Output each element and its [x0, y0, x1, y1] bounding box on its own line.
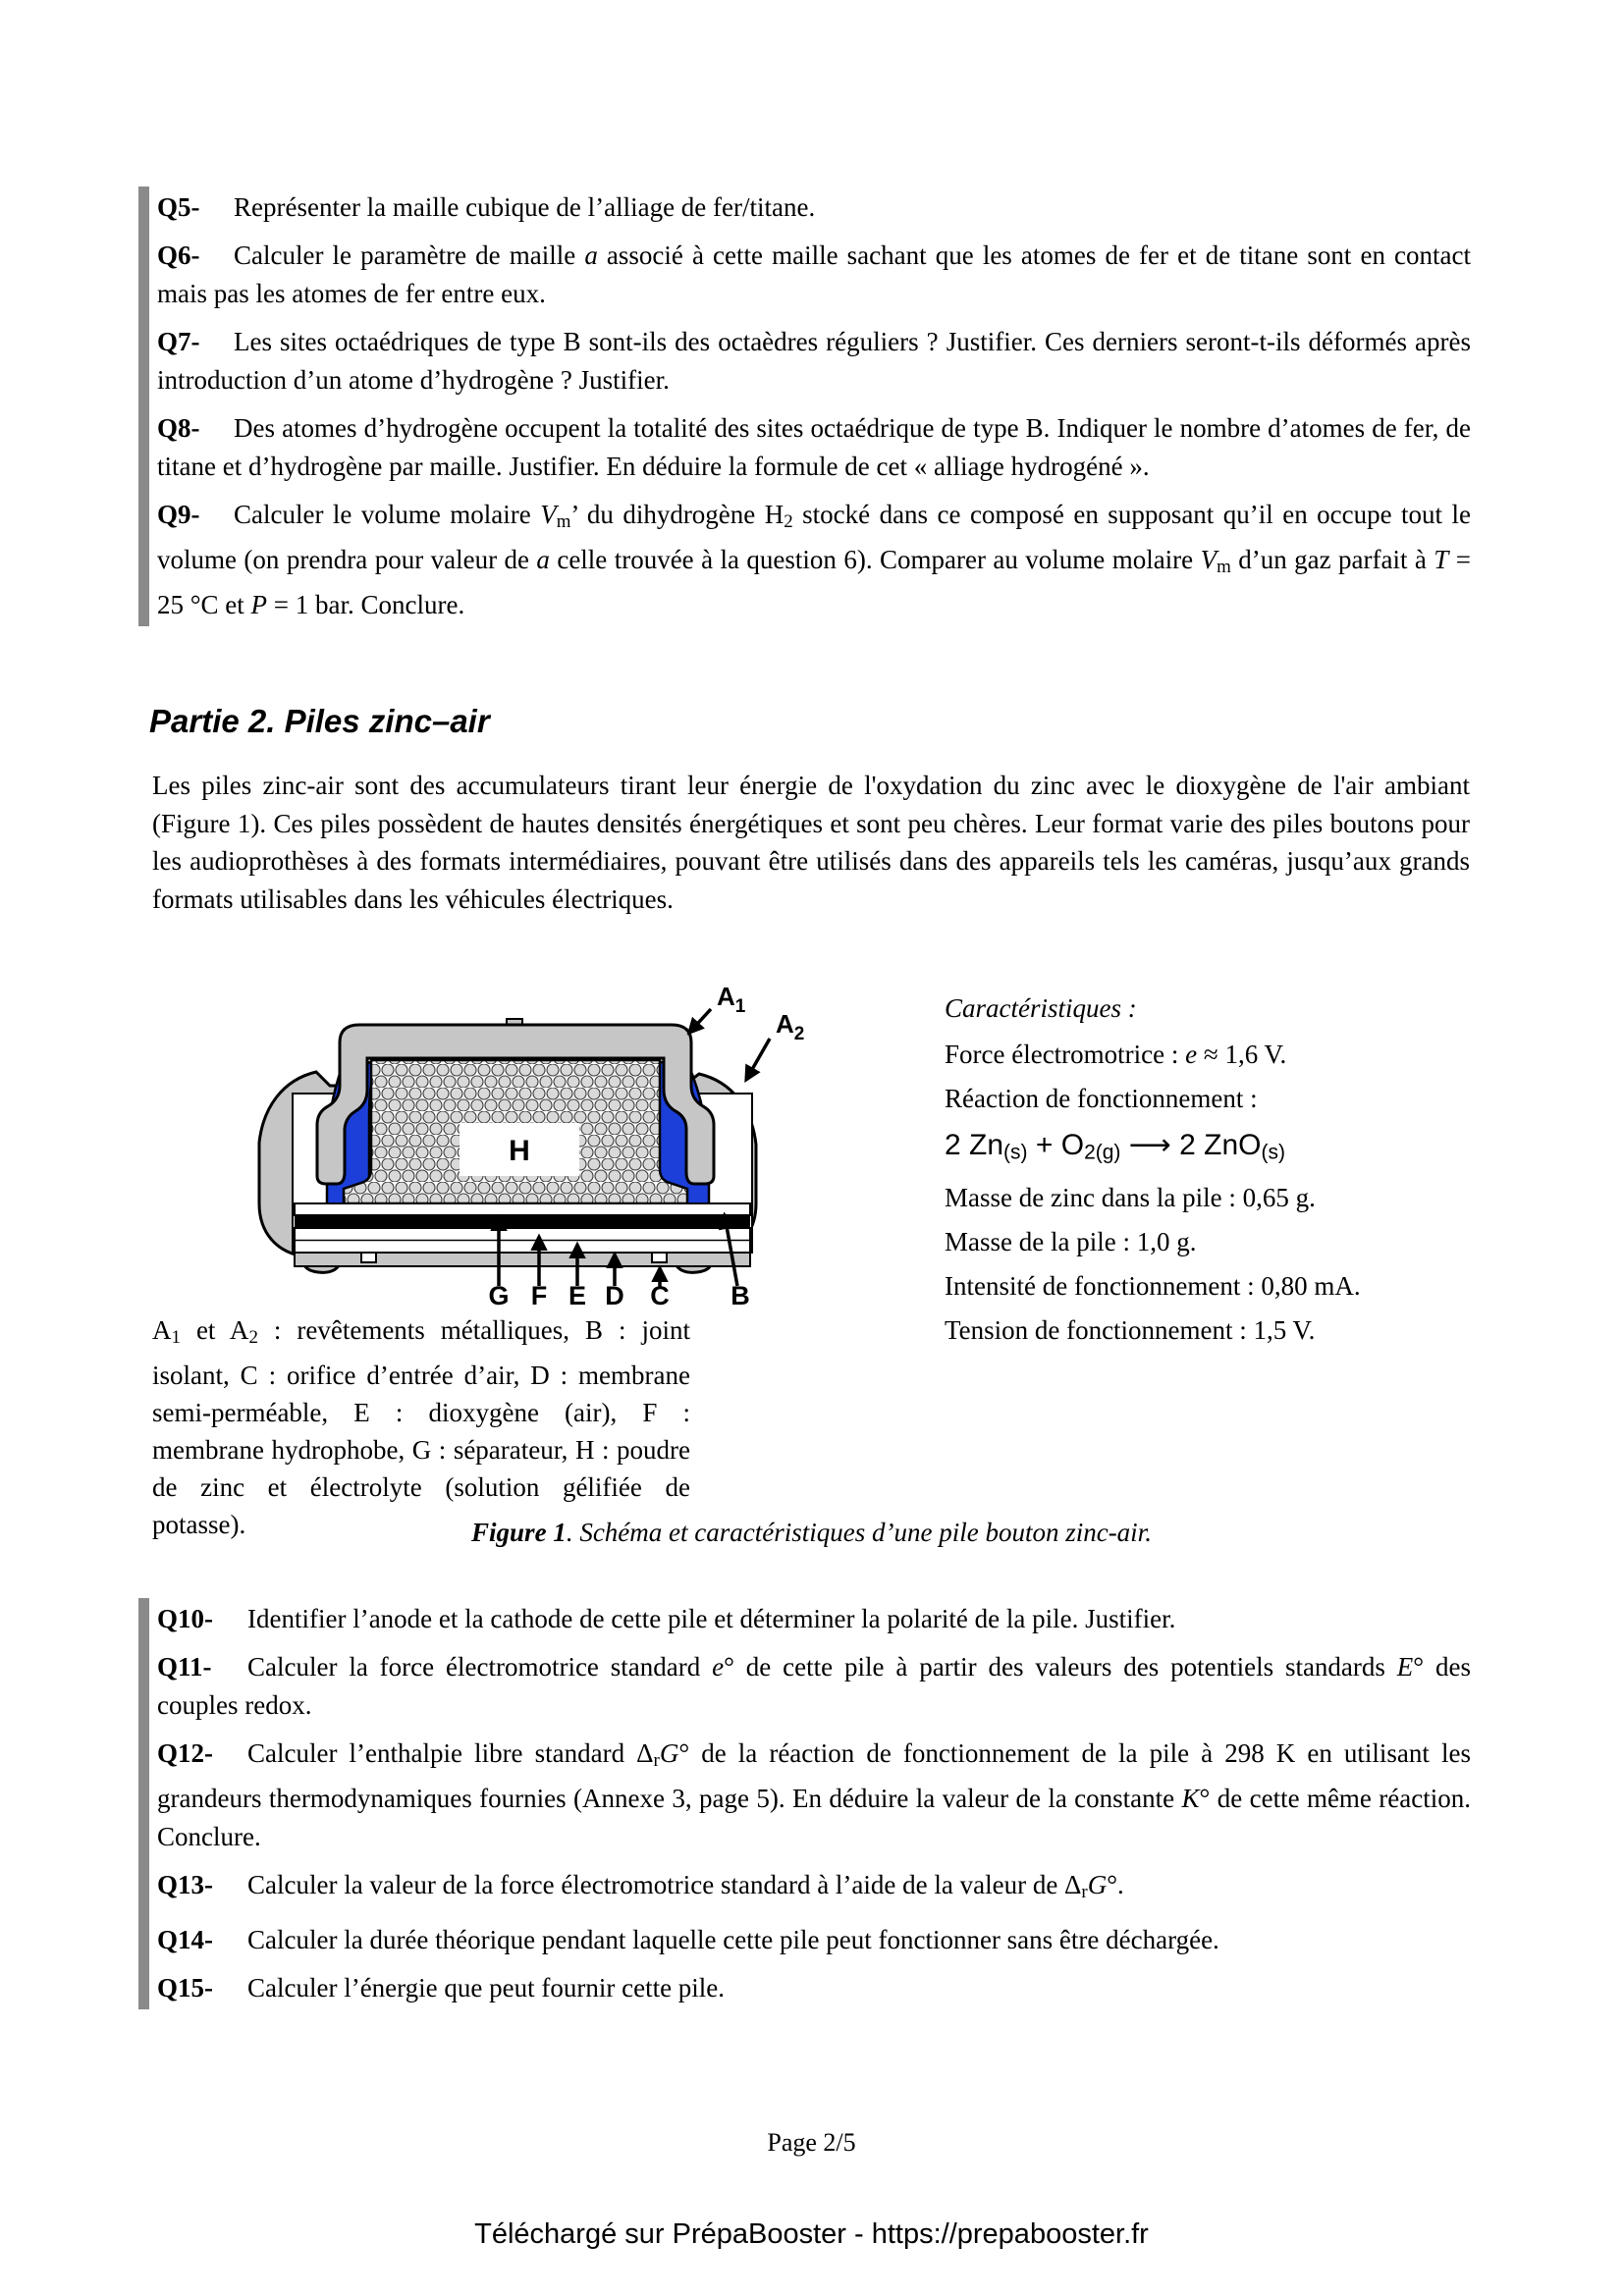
question-text: Calculer le volume molaire Vm’ du dihydrogène H2 stocké dans ce composé en supposant qu’il en occupe tout le volume (on prendra pour valeur de a celle trouvée à la question 6). Comparer au volume molaire Vm d’un gaz parfait à T = 25 °C et P = 1 bar. Conclure.	[157, 500, 1471, 620]
question-number: Q8-	[157, 413, 200, 443]
battery-diagram	[147, 970, 815, 1311]
voltage-line: Tension de fonctionnement : 1,5 V.	[945, 1314, 1316, 1345]
label-f: F	[530, 1281, 548, 1310]
question-number: Q10-	[157, 1604, 213, 1633]
question-number: Q7-	[157, 327, 200, 356]
label-d: D	[605, 1281, 624, 1310]
intro-paragraph: Les piles zinc-air sont des accumulateurs tirant leur énergie de l'oxydation du zinc avec le dioxygène de l'air ambiant (Figure 1). Ces piles possèdent de hautes densités énergétiques et sont peu chères. Leur format varie des piles boutons pour les audioprothèses à des formats intermédiaires, pouvant être utilisés dans des appareils tels les caméras, jusqu’aux grands formats utilisables dans les véhicules électriques.	[152, 771, 1470, 914]
question-text: Calculer la durée théorique pendant laquelle cette pile peut fonctionner sans être déchargée.	[247, 1925, 1219, 1955]
question-q9	[157, 496, 1471, 624]
characteristics-title: Caractéristiques :	[945, 993, 1137, 1023]
section-heading: Partie 2. Piles zinc–air	[149, 703, 490, 739]
question-text: Calculer l’enthalpie libre standard ΔrG° de la réaction de fonctionnement de la pile à 298 K en utilisant les grandeurs thermodynamiques fournies (Annexe 3, page 5). En déduire la valeur de la constante K° de cette même réaction. Conclure.	[157, 1738, 1471, 1852]
separator-gap	[295, 1203, 750, 1215]
question-block-2	[138, 1598, 1471, 2009]
question-text: Calculer la force électromotrice standard e° de cette pile à partir des valeurs des potentiels standards E° des couples redox.	[157, 1652, 1471, 1720]
question-number: Q11-	[157, 1652, 212, 1682]
question-text: Calculer l’énergie que peut fournir cette pile.	[247, 1973, 726, 2003]
question-number: Q13-	[157, 1870, 213, 1900]
cell-mass-line: Masse de la pile : 1,0 g.	[945, 1226, 1197, 1256]
figure-legend: A1 et A2 : revêtements métalliques, B : joint isolant, C : orifice d’entrée d’air, D : membrane semi-perméable, E : dioxygène (air), F : membrane hydrophobe, G : séparateur, H : poudre de zinc et électrolyte (solution gélifiée de potasse).	[152, 1315, 691, 1540]
label-e: E	[568, 1281, 587, 1310]
label-b: B	[730, 1281, 750, 1310]
question-number: Q5-	[157, 192, 200, 222]
air-hole-left	[361, 1253, 376, 1262]
question-text: Calculer le paramètre de maille a associé à cette maille sachant que les atomes de fer et de titane sont en contact mais pas les atomes de fer entre eux.	[157, 240, 1471, 308]
characteristics-panel	[945, 993, 1475, 1360]
question-text: Identifier l’anode et la cathode de cette pile et déterminer la polarité de la pile. Justifier.	[247, 1604, 1176, 1633]
question-number: Q6-	[157, 240, 200, 270]
question-q11	[157, 1648, 1471, 1725]
question-text: Les sites octaédriques de type B sont-ils des octaèdres réguliers ? Justifier. Ces derniers seront-t-ils déformés après introduction d’un atome d’hydrogène ? Justifier.	[157, 327, 1471, 395]
question-q15	[157, 1969, 1471, 2007]
question-q14	[157, 1921, 1471, 1959]
zinc-air-cell-figure	[147, 970, 815, 1311]
question-number: Q14-	[157, 1925, 213, 1955]
question-q8	[157, 409, 1471, 486]
question-q12	[157, 1735, 1471, 1856]
zinc-mass-line: Masse de zinc dans la pile : 0,65 g.	[945, 1182, 1316, 1212]
question-text: Représenter la maille cubique de l’alliage de fer/titane.	[234, 192, 816, 222]
label-a1: $A_1$	[717, 982, 746, 1017]
question-number: Q15-	[157, 1973, 213, 2003]
figure-caption: Figure 1. Schéma et caractéristiques d’une pile bouton zinc-air.	[471, 1518, 1152, 1547]
question-q10	[157, 1600, 1471, 1638]
question-text: Calculer la valeur de la force électromotrice standard à l’aide de la valeur de ΔrG°.	[247, 1870, 1124, 1903]
question-q7	[157, 323, 1471, 400]
label-g: G	[488, 1281, 510, 1310]
question-number: Q12-	[157, 1738, 213, 1768]
question-block-1	[138, 187, 1471, 626]
air-hole-right	[652, 1253, 667, 1262]
question-number: Q9-	[157, 500, 200, 529]
question-q5	[157, 188, 1471, 227]
current-line: Intensité de fonctionnement : 0,80 mA.	[945, 1270, 1361, 1301]
reaction-label: Réaction de fonctionnement :	[945, 1084, 1258, 1113]
page-number: Page 2/5	[767, 2128, 856, 2157]
question-text: Des atomes d’hydrogène occupent la totalité des sites octaédrique de type B. Indiquer le nombre d’atomes de fer, de titane et d’hydrogène par maille. Justifier. En déduire la formule de cet « alliage hydrogéné ».	[157, 413, 1471, 481]
question-q13	[157, 1866, 1471, 1911]
label-h: H	[509, 1135, 530, 1167]
question-q6	[157, 237, 1471, 313]
label-c: C	[650, 1281, 670, 1310]
emf-line: Force électromotrice : e ≈ 1,6 V.	[945, 1040, 1287, 1069]
reaction-equation: 2 Zn(s) + O2(g) ⟶ 2 ZnO(s)	[945, 1129, 1285, 1164]
download-watermark: Téléchargé sur PrépaBooster - https://prepabooster.fr	[474, 2218, 1149, 2250]
separator-layer	[295, 1215, 750, 1228]
label-a2: $A_2$	[776, 1009, 805, 1044]
